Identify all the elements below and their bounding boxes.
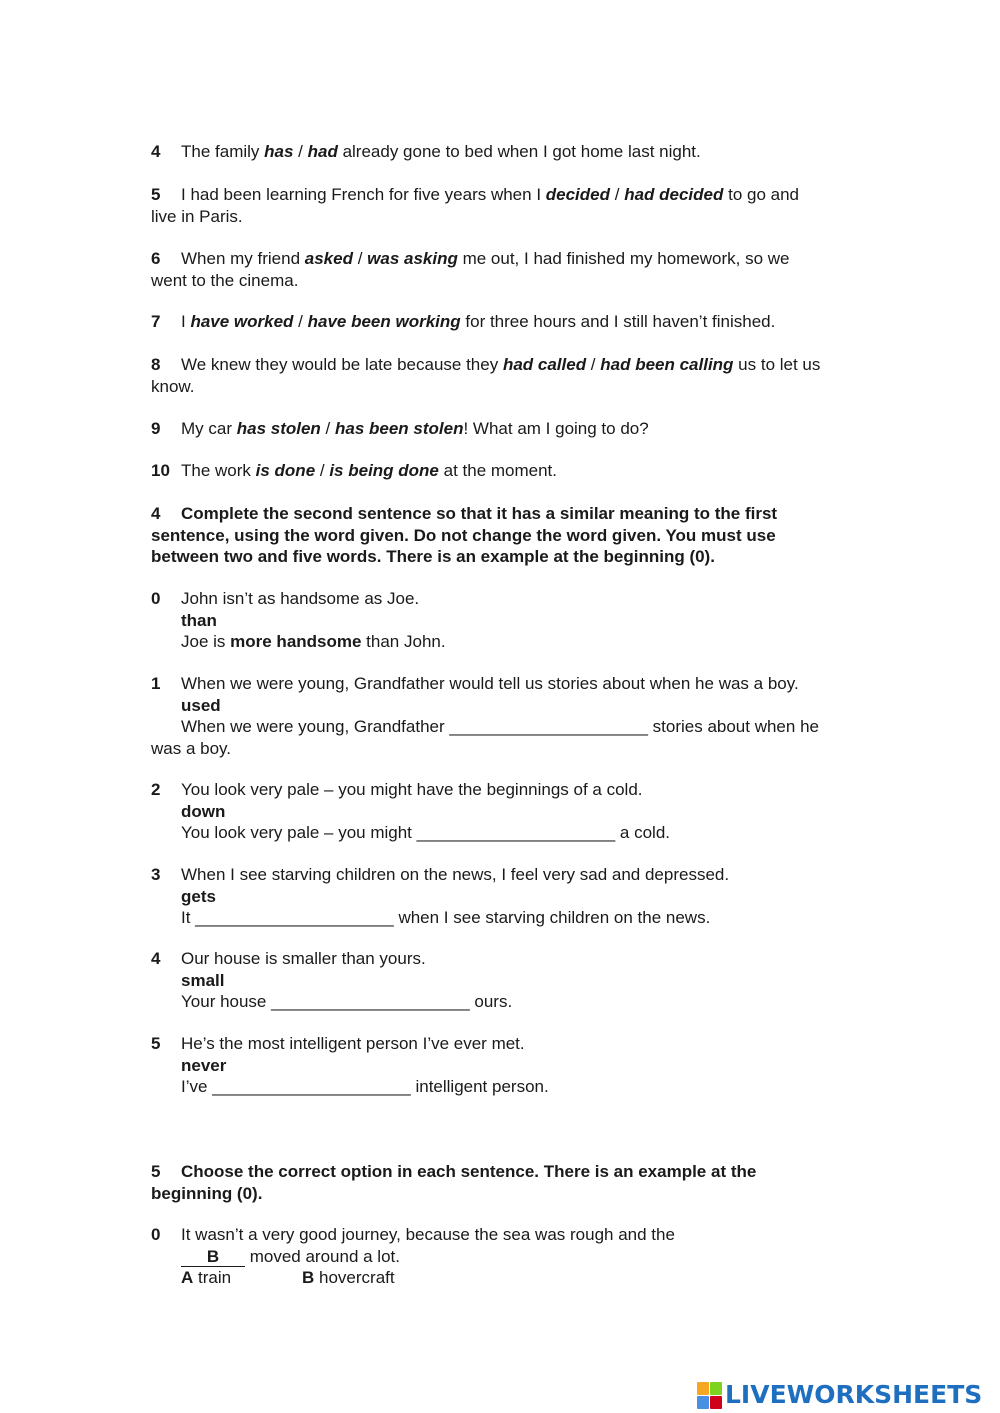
item-number: 4 bbox=[151, 949, 161, 968]
keyword: gets bbox=[181, 886, 216, 906]
example-answer: B bbox=[181, 1247, 245, 1267]
item-3-9: 9 My car has stolen / has been stolen! What am I going to do? bbox=[151, 419, 649, 438]
option-a: had called bbox=[502, 355, 587, 374]
prompt-sentence: You look very pale – you might have the beginnings of a cold. bbox=[181, 780, 643, 799]
answer-gap[interactable]: _____________________ bbox=[212, 1077, 411, 1096]
keyword: used bbox=[181, 695, 221, 715]
option-b: had decided bbox=[624, 185, 724, 204]
option-a: A train bbox=[181, 1268, 232, 1287]
item-number: 7 bbox=[151, 312, 161, 331]
item-number: 9 bbox=[151, 419, 161, 438]
option-b: B hovercraft bbox=[302, 1268, 395, 1287]
option-b: had been calling bbox=[600, 355, 734, 374]
item-5-0: 0 It wasn’t a very good journey, because the sea was rough and the B moved around a lot. A train B hovercraft bbox=[151, 1224, 881, 1289]
item-number: 5 bbox=[151, 1034, 161, 1053]
continuation: live in Paris. bbox=[151, 206, 243, 226]
options-row bbox=[151, 1267, 881, 1289]
option-b: has been stolen bbox=[335, 419, 464, 438]
section-5-heading: 5 Choose the correct option in each sentence. There is an example at the beginning (0). bbox=[151, 1162, 757, 1203]
liveworksheets-logo bbox=[697, 1378, 982, 1412]
item-4-1 bbox=[151, 673, 881, 759]
item-3-6: 6 When my friend asked / was asking me out, I had finished my homework, so we went to the cinema. bbox=[151, 248, 881, 291]
item-number: 0 bbox=[151, 1225, 161, 1244]
item-number: 5 bbox=[151, 185, 161, 204]
prompt-sentence: When we were young, Grandfather would tell us stories about when he was a boy. bbox=[181, 674, 799, 693]
logo-icon bbox=[697, 1382, 721, 1408]
prompt-sentence: It wasn’t a very good journey, because the sea was rough and the bbox=[181, 1225, 675, 1244]
answer-gap[interactable]: _____________________ bbox=[416, 823, 616, 842]
item-number: 8 bbox=[151, 355, 161, 374]
prompt-sentence: John isn’t as handsome as Joe. bbox=[181, 589, 420, 608]
answer-gap[interactable]: _____________________ bbox=[195, 908, 394, 927]
option-a: decided bbox=[545, 185, 611, 204]
item-number: 6 bbox=[151, 249, 161, 268]
answer-sentence: You look very pale – you might _____________________ a cold. bbox=[181, 823, 670, 842]
item-number: 2 bbox=[151, 780, 161, 799]
keyword: never bbox=[181, 1055, 227, 1075]
section-4-heading: 4 Complete the second sentence so that it has a similar meaning to the first sentence, using the word given. Do not change the word given. You must use between two and five words. There is an example at the beginning (0). bbox=[151, 504, 778, 566]
item-3-7: 7 I have worked / have been working for three hours and I still haven’t finished. bbox=[151, 312, 776, 331]
item-number: 0 bbox=[151, 589, 161, 608]
option-a: asked bbox=[304, 249, 353, 268]
option-b: is being done bbox=[329, 461, 439, 480]
item-3-4: 4 The family has / had already gone to bed when I got home last night. bbox=[151, 142, 701, 161]
continuation: know. bbox=[151, 376, 195, 396]
item-number: 1 bbox=[151, 674, 161, 693]
option-a: is done bbox=[255, 461, 316, 480]
answer-sentence: When we were young, Grandfather _____________________ stories about when he bbox=[181, 717, 819, 736]
option-b: had bbox=[307, 142, 338, 161]
keyword: down bbox=[181, 801, 226, 821]
item-number: 3 bbox=[151, 865, 161, 884]
brand-name: LIVEWORKSHEETS bbox=[725, 1380, 983, 1410]
option-b: was asking bbox=[367, 249, 458, 268]
prompt-sentence: When I see starving children on the news, I feel very sad and depressed. bbox=[181, 865, 730, 884]
option-b: have been working bbox=[307, 312, 461, 331]
item-number: 10 bbox=[151, 461, 170, 480]
option-a: has bbox=[264, 142, 294, 161]
prompt-sentence: He’s the most intelligent person I’ve ever met. bbox=[181, 1034, 525, 1053]
prompt-sentence: Our house is smaller than yours. bbox=[181, 949, 426, 968]
item-3-8: 8 We knew they would be late because they had called / had been calling us to let us know. bbox=[151, 354, 881, 397]
section-number: 5 bbox=[151, 1162, 161, 1181]
answer-gap[interactable]: _____________________ bbox=[271, 992, 470, 1011]
keyword: small bbox=[181, 970, 225, 990]
item-4-4 bbox=[151, 948, 881, 1013]
item-4-0 bbox=[151, 588, 881, 653]
item-4-5 bbox=[151, 1033, 881, 1098]
answer-sentence: Your house _____________________ ours. bbox=[181, 992, 513, 1011]
continuation: went to the cinema. bbox=[151, 270, 299, 290]
item-3-5: 5 I had been learning French for five years when I decided / had decided to go and live in Paris. bbox=[151, 184, 881, 227]
option-a: have worked bbox=[190, 312, 294, 331]
answer-sentence: It _____________________ when I see starving children on the news. bbox=[181, 908, 711, 927]
item-3-10: 10 The work is done / is being done at the moment. bbox=[151, 461, 558, 480]
answer-sentence: I’ve _____________________ intelligent person. bbox=[181, 1077, 549, 1096]
option-a: has stolen bbox=[236, 419, 321, 438]
item-4-3 bbox=[151, 864, 881, 929]
answer-sentence: Joe is more handsome than John. bbox=[181, 632, 446, 651]
answer-gap[interactable]: _____________________ bbox=[449, 717, 648, 736]
item-4-2 bbox=[151, 779, 881, 844]
section-number: 4 bbox=[151, 504, 161, 523]
continuation: was a boy. bbox=[151, 738, 232, 758]
keyword: than bbox=[181, 610, 217, 630]
item-number: 4 bbox=[151, 142, 161, 161]
